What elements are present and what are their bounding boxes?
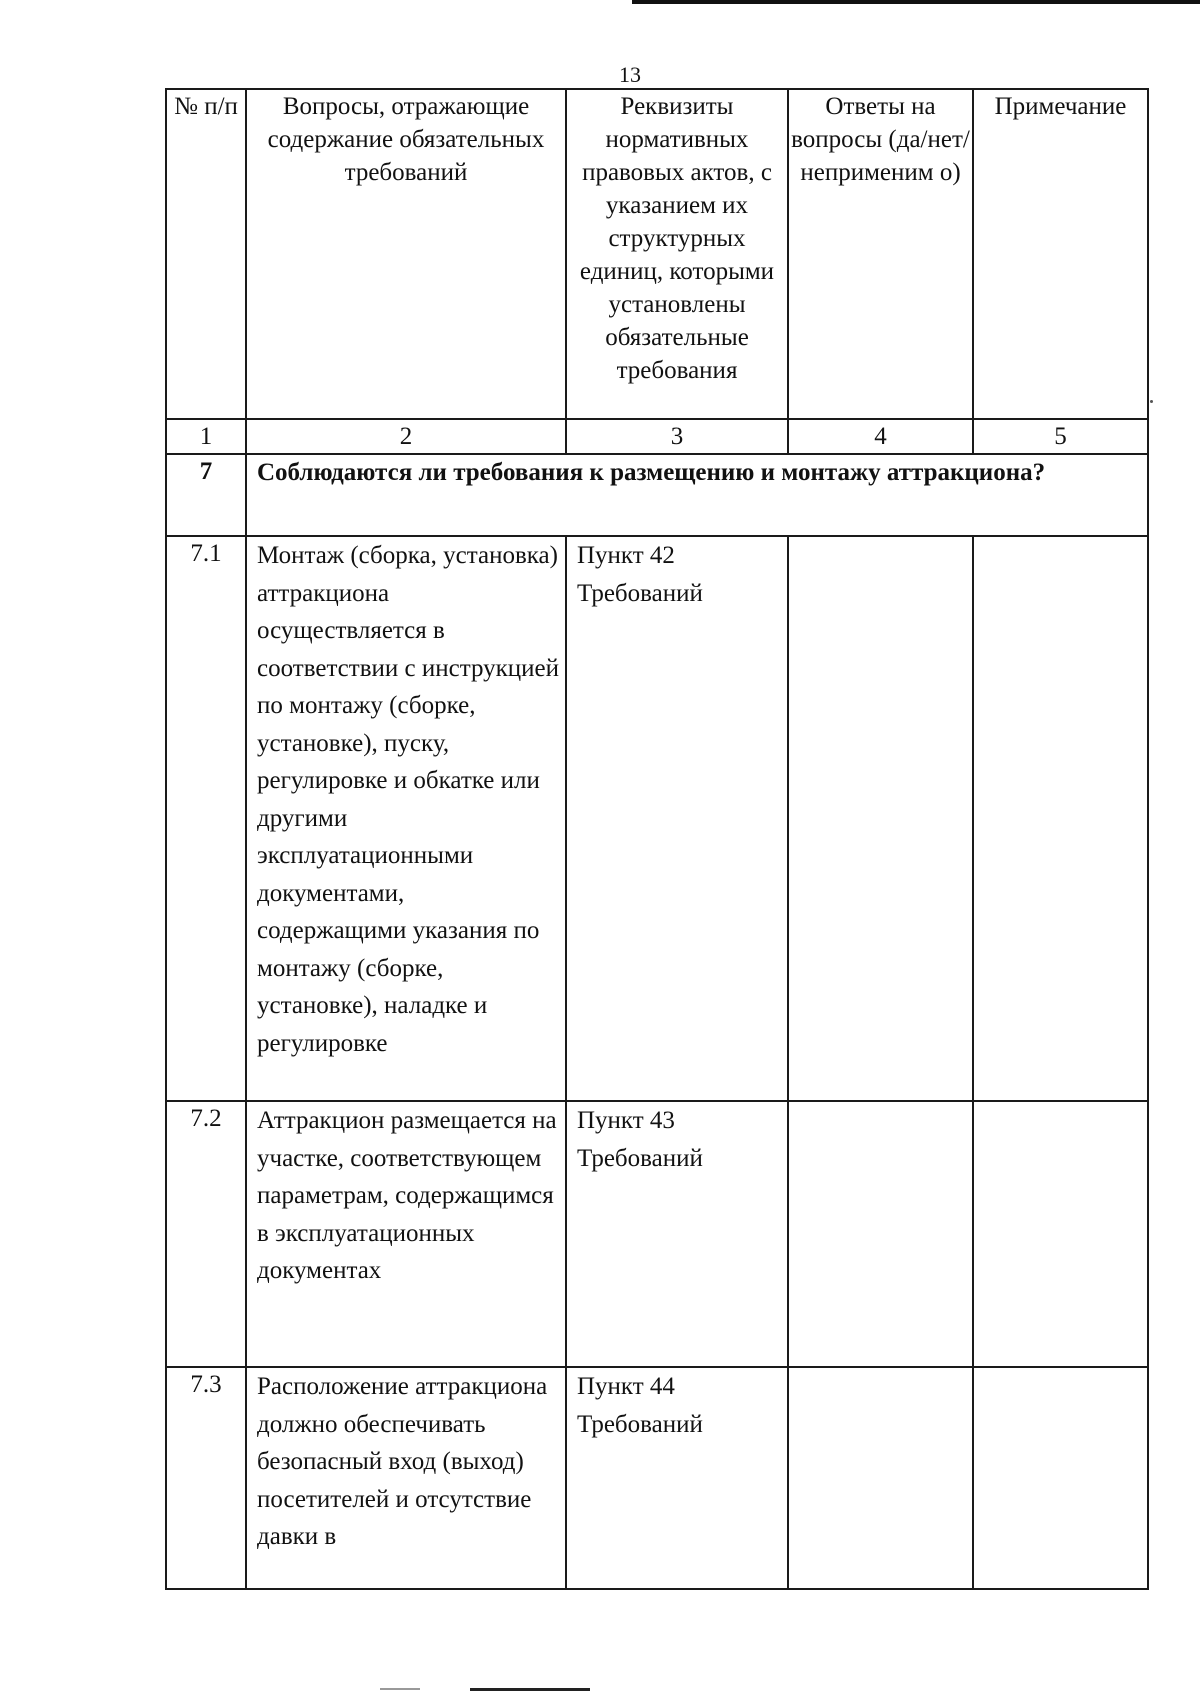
column-number: 1 [166, 419, 246, 454]
header-row [166, 89, 1148, 419]
scan-mark [380, 1688, 420, 1690]
scan-speck [1150, 400, 1153, 403]
row-number: 7.2 [166, 1101, 246, 1367]
column-number: 5 [973, 419, 1148, 454]
row-note [973, 1101, 1148, 1367]
row-reference: Пункт 42 Требований [566, 536, 788, 1101]
table-row [166, 1367, 1148, 1589]
row-number: 7.3 [166, 1367, 246, 1589]
header-answers: Ответы на вопросы (да/нет/ неприменим о) [788, 89, 973, 419]
row-number: 7.1 [166, 536, 246, 1101]
row-note [973, 1367, 1148, 1589]
row-note [973, 536, 1148, 1101]
page-number: 13 [619, 62, 641, 87]
section-row [166, 454, 1148, 536]
table-row [166, 536, 1148, 1101]
checklist-table [165, 88, 1149, 1590]
top-edge-rule [632, 0, 1200, 4]
header-requisites: Реквизиты нормативных правовых актов, с указанием их структурных единиц, которыми установлены обязательные требования [566, 89, 788, 419]
row-answer [788, 1367, 973, 1589]
row-question: Расположение аттракциона должно обеспечивать безопасный вход (выход) посетителей и отсутствие давки в [246, 1367, 566, 1589]
column-number: 3 [566, 419, 788, 454]
column-number-row [166, 419, 1148, 454]
column-number: 2 [246, 419, 566, 454]
row-question: Монтаж (сборка, установка) аттракциона осуществляется в соответствии с инструкцией по монтажу (сборке, установке), пуску, регулировке и обкатке или другими эксплуатационными документами, содержащими указания по монтажу (сборке, установке), наладке и регулировке [246, 536, 566, 1101]
section-title: Соблюдаются ли требования к размещению и монтажу аттракциона? [246, 454, 1148, 536]
table-row [166, 1101, 1148, 1367]
section-number: 7 [166, 454, 246, 536]
scan-mark [470, 1688, 590, 1691]
header-questions: Вопросы, отражающие содержание обязательных требований [246, 89, 566, 419]
row-answer [788, 536, 973, 1101]
row-question: Аттракцион размещается на участке, соответствующем параметрам, содержащимся в эксплуатационных документах [246, 1101, 566, 1367]
column-number: 4 [788, 419, 973, 454]
header-num: № п/п [166, 89, 246, 419]
row-reference: Пункт 43 Требований [566, 1101, 788, 1367]
row-reference: Пункт 44 Требований [566, 1367, 788, 1589]
row-answer [788, 1101, 973, 1367]
header-note: Примечание [973, 89, 1148, 419]
